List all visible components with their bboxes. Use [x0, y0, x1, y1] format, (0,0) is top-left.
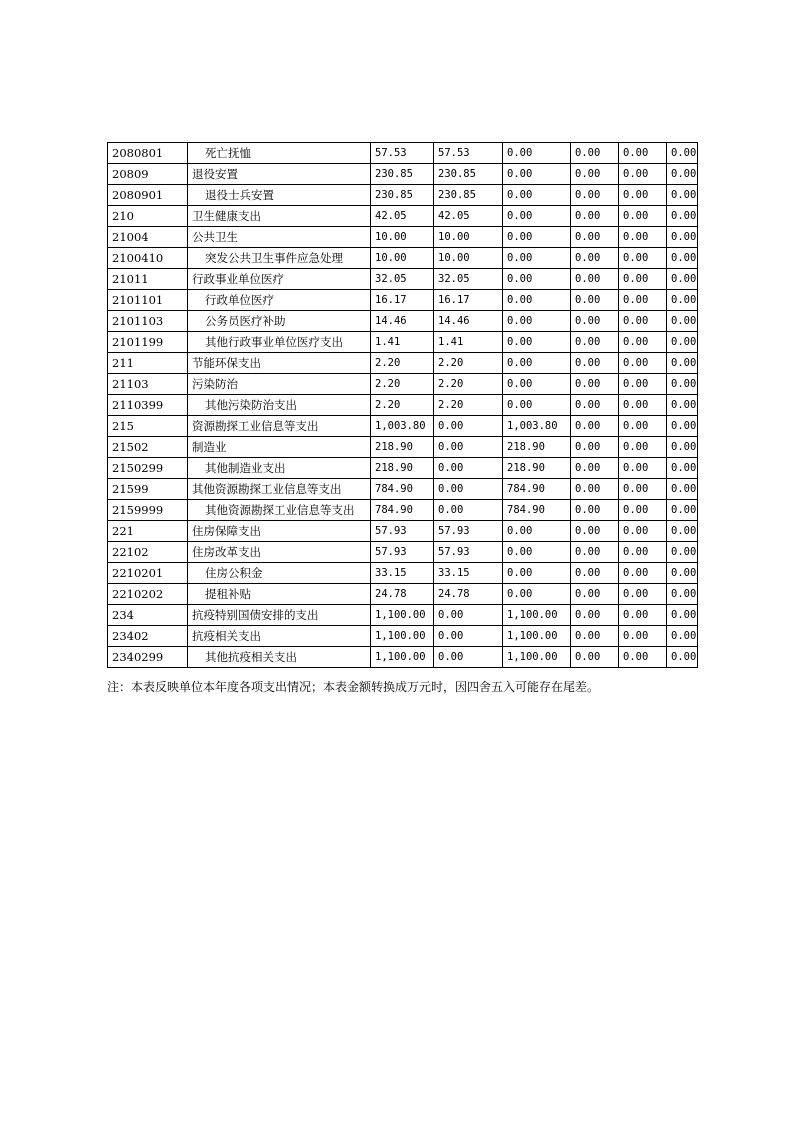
table-row — [108, 542, 698, 563]
cell-subject-code: 215 — [108, 416, 188, 437]
cell-basic-expenditure: 42.05 — [434, 206, 503, 227]
cell-amount-col7: 0.00 — [619, 626, 667, 647]
table-row — [108, 584, 698, 605]
table-row — [108, 290, 698, 311]
cell-amount-col8: 0.00 — [667, 353, 698, 374]
table-row — [108, 374, 698, 395]
cell-amount-col6: 0.00 — [571, 479, 619, 500]
cell-subject-name: 提租补贴 — [188, 584, 371, 605]
cell-amount-col7: 0.00 — [619, 248, 667, 269]
cell-project-expenditure: 0.00 — [503, 290, 571, 311]
expenditure-table-container — [107, 142, 698, 668]
cell-amount-col6: 0.00 — [571, 521, 619, 542]
cell-project-expenditure: 0.00 — [503, 206, 571, 227]
cell-amount-col8: 0.00 — [667, 269, 698, 290]
cell-subject-code: 234 — [108, 605, 188, 626]
cell-amount-col8: 0.00 — [667, 542, 698, 563]
cell-amount-col7: 0.00 — [619, 542, 667, 563]
cell-amount-col6: 0.00 — [571, 647, 619, 668]
cell-amount-col7: 0.00 — [619, 269, 667, 290]
table-body — [108, 143, 698, 668]
cell-total: 14.46 — [371, 311, 434, 332]
cell-amount-col6: 0.00 — [571, 248, 619, 269]
cell-amount-col7: 0.00 — [619, 206, 667, 227]
cell-subject-name: 其他行政事业单位医疗支出 — [188, 332, 371, 353]
table-row — [108, 185, 698, 206]
cell-amount-col8: 0.00 — [667, 437, 698, 458]
cell-basic-expenditure: 0.00 — [434, 416, 503, 437]
cell-amount-col7: 0.00 — [619, 290, 667, 311]
cell-basic-expenditure: 0.00 — [434, 437, 503, 458]
cell-subject-name: 行政事业单位医疗 — [188, 269, 371, 290]
cell-subject-code: 2110399 — [108, 395, 188, 416]
cell-subject-name: 节能环保支出 — [188, 353, 371, 374]
cell-amount-col8: 0.00 — [667, 311, 698, 332]
cell-amount-col8: 0.00 — [667, 479, 698, 500]
cell-subject-name: 污染防治 — [188, 374, 371, 395]
cell-amount-col8: 0.00 — [667, 458, 698, 479]
cell-total: 1,003.80 — [371, 416, 434, 437]
cell-basic-expenditure: 33.15 — [434, 563, 503, 584]
table-row — [108, 248, 698, 269]
table-row — [108, 626, 698, 647]
cell-basic-expenditure: 0.00 — [434, 479, 503, 500]
cell-amount-col8: 0.00 — [667, 374, 698, 395]
cell-subject-code: 21502 — [108, 437, 188, 458]
cell-amount-col8: 0.00 — [667, 143, 698, 164]
cell-subject-name: 其他制造业支出 — [188, 458, 371, 479]
cell-amount-col6: 0.00 — [571, 395, 619, 416]
cell-subject-code: 2150299 — [108, 458, 188, 479]
table-row — [108, 416, 698, 437]
table-row — [108, 395, 698, 416]
cell-amount-col7: 0.00 — [619, 353, 667, 374]
cell-subject-name: 其他资源勘探工业信息等支出 — [188, 500, 371, 521]
cell-basic-expenditure: 2.20 — [434, 353, 503, 374]
cell-amount-col7: 0.00 — [619, 563, 667, 584]
cell-amount-col6: 0.00 — [571, 563, 619, 584]
cell-amount-col8: 0.00 — [667, 164, 698, 185]
cell-amount-col6: 0.00 — [571, 332, 619, 353]
cell-project-expenditure: 784.90 — [503, 479, 571, 500]
cell-amount-col6: 0.00 — [571, 227, 619, 248]
cell-basic-expenditure: 2.20 — [434, 395, 503, 416]
cell-total: 57.93 — [371, 521, 434, 542]
cell-amount-col6: 0.00 — [571, 626, 619, 647]
cell-subject-code: 21004 — [108, 227, 188, 248]
cell-amount-col8: 0.00 — [667, 248, 698, 269]
cell-subject-name: 资源勘探工业信息等支出 — [188, 416, 371, 437]
cell-total: 2.20 — [371, 374, 434, 395]
cell-amount-col6: 0.00 — [571, 416, 619, 437]
cell-project-expenditure: 0.00 — [503, 395, 571, 416]
cell-basic-expenditure: 10.00 — [434, 227, 503, 248]
cell-amount-col8: 0.00 — [667, 290, 698, 311]
cell-amount-col8: 0.00 — [667, 395, 698, 416]
cell-subject-code: 211 — [108, 353, 188, 374]
cell-amount-col8: 0.00 — [667, 332, 698, 353]
cell-basic-expenditure: 0.00 — [434, 605, 503, 626]
cell-subject-code: 23402 — [108, 626, 188, 647]
table-row — [108, 164, 698, 185]
cell-basic-expenditure: 230.85 — [434, 185, 503, 206]
cell-amount-col8: 0.00 — [667, 563, 698, 584]
cell-total: 1,100.00 — [371, 647, 434, 668]
cell-total: 230.85 — [371, 164, 434, 185]
cell-amount-col8: 0.00 — [667, 647, 698, 668]
cell-project-expenditure: 0.00 — [503, 311, 571, 332]
cell-amount-col7: 0.00 — [619, 164, 667, 185]
cell-basic-expenditure: 1.41 — [434, 332, 503, 353]
expenditure-table — [107, 142, 698, 668]
cell-total: 33.15 — [371, 563, 434, 584]
cell-subject-name: 制造业 — [188, 437, 371, 458]
cell-project-expenditure: 0.00 — [503, 374, 571, 395]
cell-amount-col6: 0.00 — [571, 185, 619, 206]
cell-amount-col7: 0.00 — [619, 500, 667, 521]
cell-amount-col7: 0.00 — [619, 143, 667, 164]
cell-amount-col7: 0.00 — [619, 605, 667, 626]
cell-amount-col8: 0.00 — [667, 521, 698, 542]
cell-subject-name: 公务员医疗补助 — [188, 311, 371, 332]
cell-amount-col7: 0.00 — [619, 416, 667, 437]
cell-subject-code: 21011 — [108, 269, 188, 290]
cell-project-expenditure: 0.00 — [503, 542, 571, 563]
cell-subject-code: 22102 — [108, 542, 188, 563]
cell-subject-code: 2340299 — [108, 647, 188, 668]
cell-amount-col7: 0.00 — [619, 584, 667, 605]
cell-amount-col7: 0.00 — [619, 458, 667, 479]
cell-basic-expenditure: 57.93 — [434, 542, 503, 563]
cell-subject-code: 2080801 — [108, 143, 188, 164]
cell-amount-col7: 0.00 — [619, 521, 667, 542]
cell-amount-col6: 0.00 — [571, 206, 619, 227]
cell-subject-code: 2101103 — [108, 311, 188, 332]
cell-subject-code: 2210202 — [108, 584, 188, 605]
cell-basic-expenditure: 0.00 — [434, 626, 503, 647]
cell-amount-col8: 0.00 — [667, 605, 698, 626]
table-row — [108, 563, 698, 584]
table-row — [108, 437, 698, 458]
cell-basic-expenditure: 0.00 — [434, 500, 503, 521]
cell-total: 24.78 — [371, 584, 434, 605]
cell-subject-name: 抗疫相关支出 — [188, 626, 371, 647]
cell-basic-expenditure: 57.53 — [434, 143, 503, 164]
cell-amount-col7: 0.00 — [619, 227, 667, 248]
cell-total: 2.20 — [371, 353, 434, 374]
cell-amount-col6: 0.00 — [571, 500, 619, 521]
cell-amount-col7: 0.00 — [619, 395, 667, 416]
cell-project-expenditure: 0.00 — [503, 563, 571, 584]
cell-total: 16.17 — [371, 290, 434, 311]
cell-subject-code: 2101101 — [108, 290, 188, 311]
cell-amount-col6: 0.00 — [571, 605, 619, 626]
cell-amount-col6: 0.00 — [571, 143, 619, 164]
table-row — [108, 353, 698, 374]
cell-subject-name: 行政单位医疗 — [188, 290, 371, 311]
cell-amount-col6: 0.00 — [571, 458, 619, 479]
cell-project-expenditure: 0.00 — [503, 248, 571, 269]
cell-total: 1,100.00 — [371, 605, 434, 626]
cell-subject-name: 公共卫生 — [188, 227, 371, 248]
cell-subject-code: 21103 — [108, 374, 188, 395]
cell-amount-col7: 0.00 — [619, 332, 667, 353]
cell-amount-col6: 0.00 — [571, 290, 619, 311]
cell-basic-expenditure: 230.85 — [434, 164, 503, 185]
cell-project-expenditure: 0.00 — [503, 143, 571, 164]
cell-total: 57.53 — [371, 143, 434, 164]
cell-subject-code: 2080901 — [108, 185, 188, 206]
cell-subject-code: 20809 — [108, 164, 188, 185]
cell-total: 10.00 — [371, 227, 434, 248]
cell-total: 218.90 — [371, 437, 434, 458]
cell-project-expenditure: 1,100.00 — [503, 605, 571, 626]
cell-project-expenditure: 1,100.00 — [503, 647, 571, 668]
table-row — [108, 458, 698, 479]
cell-amount-col8: 0.00 — [667, 185, 698, 206]
table-row — [108, 227, 698, 248]
cell-subject-code: 210 — [108, 206, 188, 227]
cell-subject-name: 死亡抚恤 — [188, 143, 371, 164]
cell-total: 1,100.00 — [371, 626, 434, 647]
cell-subject-name: 卫生健康支出 — [188, 206, 371, 227]
cell-subject-name: 突发公共卫生事件应急处理 — [188, 248, 371, 269]
cell-subject-code: 2101199 — [108, 332, 188, 353]
cell-basic-expenditure: 14.46 — [434, 311, 503, 332]
cell-project-expenditure: 784.90 — [503, 500, 571, 521]
cell-amount-col7: 0.00 — [619, 647, 667, 668]
cell-total: 10.00 — [371, 248, 434, 269]
cell-basic-expenditure: 16.17 — [434, 290, 503, 311]
cell-total: 1.41 — [371, 332, 434, 353]
cell-basic-expenditure: 2.20 — [434, 374, 503, 395]
cell-project-expenditure: 1,003.80 — [503, 416, 571, 437]
cell-project-expenditure: 218.90 — [503, 458, 571, 479]
cell-project-expenditure: 0.00 — [503, 164, 571, 185]
cell-subject-code: 21599 — [108, 479, 188, 500]
cell-amount-col7: 0.00 — [619, 311, 667, 332]
cell-basic-expenditure: 32.05 — [434, 269, 503, 290]
cell-subject-name: 退役士兵安置 — [188, 185, 371, 206]
cell-total: 230.85 — [371, 185, 434, 206]
cell-subject-name: 其他污染防治支出 — [188, 395, 371, 416]
cell-total: 784.90 — [371, 500, 434, 521]
cell-subject-name: 住房改革支出 — [188, 542, 371, 563]
cell-amount-col6: 0.00 — [571, 353, 619, 374]
table-footnote: 注：本表反映单位本年度各项支出情况；本表金额转换成万元时，因四舍五入可能存在尾差。 — [107, 680, 600, 694]
cell-amount-col8: 0.00 — [667, 626, 698, 647]
cell-subject-name: 抗疫特别国债安排的支出 — [188, 605, 371, 626]
cell-amount-col8: 0.00 — [667, 206, 698, 227]
table-row — [108, 605, 698, 626]
table-row — [108, 143, 698, 164]
cell-total: 784.90 — [371, 479, 434, 500]
cell-project-expenditure: 0.00 — [503, 353, 571, 374]
cell-amount-col8: 0.00 — [667, 416, 698, 437]
cell-project-expenditure: 0.00 — [503, 269, 571, 290]
table-row — [108, 647, 698, 668]
table-row — [108, 521, 698, 542]
cell-total: 2.20 — [371, 395, 434, 416]
cell-subject-code: 2210201 — [108, 563, 188, 584]
cell-subject-code: 2159999 — [108, 500, 188, 521]
cell-amount-col6: 0.00 — [571, 311, 619, 332]
cell-amount-col6: 0.00 — [571, 269, 619, 290]
cell-subject-name: 住房保障支出 — [188, 521, 371, 542]
cell-amount-col8: 0.00 — [667, 500, 698, 521]
cell-amount-col7: 0.00 — [619, 479, 667, 500]
cell-project-expenditure: 0.00 — [503, 332, 571, 353]
cell-subject-code: 221 — [108, 521, 188, 542]
cell-amount-col7: 0.00 — [619, 185, 667, 206]
cell-amount-col6: 0.00 — [571, 584, 619, 605]
cell-project-expenditure: 0.00 — [503, 185, 571, 206]
cell-project-expenditure: 0.00 — [503, 521, 571, 542]
table-row — [108, 206, 698, 227]
cell-project-expenditure: 218.90 — [503, 437, 571, 458]
table-row — [108, 332, 698, 353]
cell-amount-col8: 0.00 — [667, 227, 698, 248]
cell-basic-expenditure: 24.78 — [434, 584, 503, 605]
cell-subject-name: 退役安置 — [188, 164, 371, 185]
cell-project-expenditure: 0.00 — [503, 584, 571, 605]
cell-subject-name: 其他抗疫相关支出 — [188, 647, 371, 668]
cell-total: 42.05 — [371, 206, 434, 227]
table-row — [108, 269, 698, 290]
cell-project-expenditure: 1,100.00 — [503, 626, 571, 647]
cell-basic-expenditure: 0.00 — [434, 647, 503, 668]
cell-amount-col6: 0.00 — [571, 437, 619, 458]
cell-basic-expenditure: 0.00 — [434, 458, 503, 479]
cell-amount-col7: 0.00 — [619, 437, 667, 458]
table-row — [108, 479, 698, 500]
cell-subject-code: 2100410 — [108, 248, 188, 269]
cell-amount-col6: 0.00 — [571, 374, 619, 395]
cell-project-expenditure: 0.00 — [503, 227, 571, 248]
cell-basic-expenditure: 57.93 — [434, 521, 503, 542]
table-row — [108, 311, 698, 332]
cell-total: 32.05 — [371, 269, 434, 290]
cell-basic-expenditure: 10.00 — [434, 248, 503, 269]
cell-subject-name: 住房公积金 — [188, 563, 371, 584]
table-row — [108, 500, 698, 521]
cell-amount-col8: 0.00 — [667, 584, 698, 605]
cell-amount-col6: 0.00 — [571, 164, 619, 185]
cell-subject-name: 其他资源勘探工业信息等支出 — [188, 479, 371, 500]
cell-total: 218.90 — [371, 458, 434, 479]
cell-amount-col6: 0.00 — [571, 542, 619, 563]
cell-total: 57.93 — [371, 542, 434, 563]
cell-amount-col7: 0.00 — [619, 374, 667, 395]
